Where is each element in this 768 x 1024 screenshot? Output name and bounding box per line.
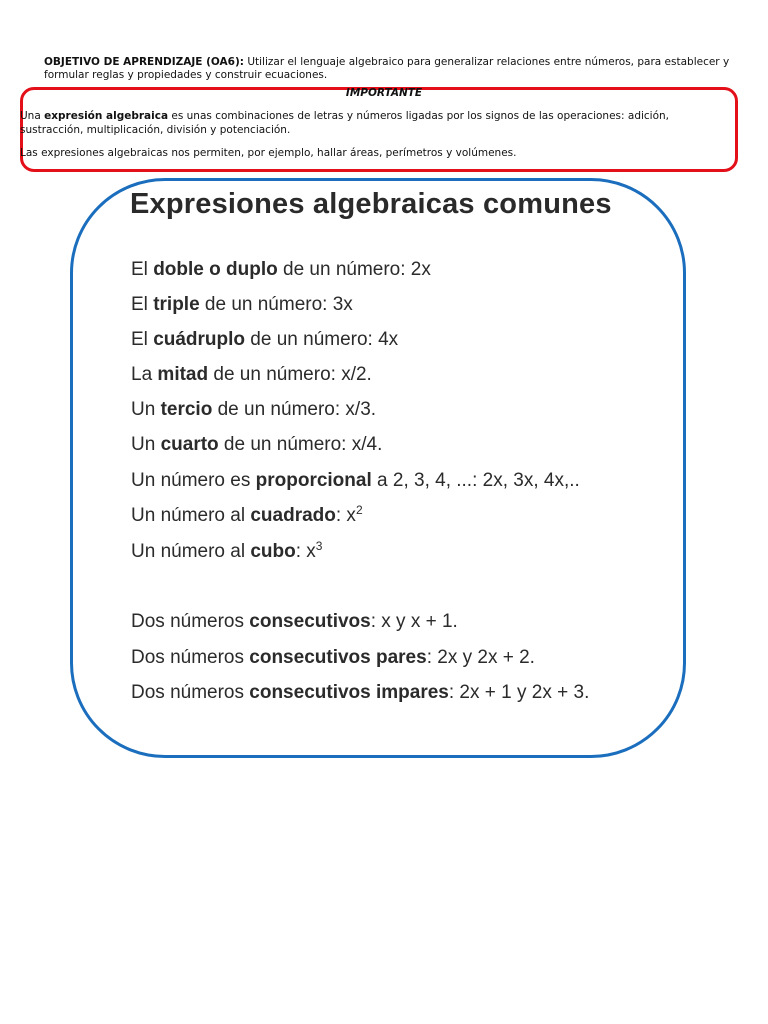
item-term: cuadrado — [250, 505, 336, 526]
item-pre: El — [131, 294, 154, 315]
expression-item — [131, 398, 376, 422]
expression-item — [131, 610, 458, 634]
item-pre: Dos números — [131, 647, 250, 668]
expressions-title: Expresiones algebraicas comunes — [130, 188, 612, 220]
expression-item — [131, 646, 535, 670]
item-term: consecutivos pares — [249, 647, 427, 668]
item-post: : 2x + 1 y 2x + 3. — [448, 682, 590, 703]
item-post: de un número: x/2. — [208, 364, 372, 385]
item-post: de un número: x/4. — [218, 434, 383, 455]
expression-item — [131, 433, 382, 457]
important-title: IMPORTANTE — [345, 87, 423, 99]
item-post: de un número: 4x — [245, 329, 399, 350]
item-pre: Un número es — [131, 470, 256, 491]
item-pre: Un — [131, 434, 161, 455]
expression-item — [131, 328, 398, 352]
expression-item — [131, 258, 431, 282]
item-pre: Dos números — [131, 682, 250, 703]
item-pre: La — [131, 364, 158, 385]
item-pre: Un número al — [131, 541, 251, 562]
expression-item — [131, 681, 589, 705]
item-term: consecutivos impares — [249, 682, 449, 703]
expression-item — [131, 540, 322, 564]
item-term: cubo — [250, 541, 296, 562]
definition-term: expresión algebraica — [44, 110, 169, 122]
item-post: de un número: 3x — [199, 294, 353, 315]
expression-item — [131, 504, 363, 528]
item-term: proporcional — [255, 470, 372, 491]
definition-rest: es unas combinaciones de letras y números ligadas por los signos de las operaciones: adición, sustracción, multiplicación, división y potenciación. — [20, 110, 670, 136]
item-term: doble o duplo — [153, 259, 278, 280]
item-pre: Un — [131, 399, 161, 420]
item-post: : 2x y 2x + 2. — [426, 647, 535, 668]
item-pre: Dos números — [131, 611, 250, 632]
objective-text: Utilizar el lenguaje algebraico para generalizar relaciones entre números, para establecer y formular reglas y propiedades y construir ecuaciones. — [44, 56, 730, 81]
item-pre: El — [131, 329, 154, 350]
item-term: cuádruplo — [153, 329, 246, 350]
important-paragraph-uses: Las expresiones algebraicas nos permiten, por ejemplo, hallar áreas, perímetros y volúmenes. — [20, 147, 517, 159]
important-paragraph-definition — [20, 109, 720, 137]
item-post: : x y x + 1. — [370, 611, 458, 632]
item-post: de un número: x/3. — [212, 399, 377, 420]
learning-objective — [44, 56, 734, 82]
item-term: consecutivos — [249, 611, 371, 632]
item-post: : x — [295, 541, 316, 562]
definition-prefix: Una — [20, 110, 45, 122]
item-exponent: 2 — [355, 503, 363, 517]
item-exponent: 3 — [315, 539, 323, 553]
item-post: de un número: 2x — [277, 259, 431, 280]
expression-item — [131, 469, 580, 493]
item-term: tercio — [160, 399, 213, 420]
item-post: : x — [335, 505, 356, 526]
item-pre: El — [131, 259, 154, 280]
item-pre: Un número al — [131, 505, 251, 526]
item-term: mitad — [157, 364, 209, 385]
item-post: a 2, 3, 4, ...: 2x, 3x, 4x,.. — [371, 470, 580, 491]
expression-item — [131, 363, 372, 387]
objective-label: OBJETIVO DE APRENDIZAJE (OA6): — [44, 56, 244, 68]
item-term: triple — [153, 294, 200, 315]
item-term: cuarto — [160, 434, 219, 455]
expression-item — [131, 293, 353, 317]
